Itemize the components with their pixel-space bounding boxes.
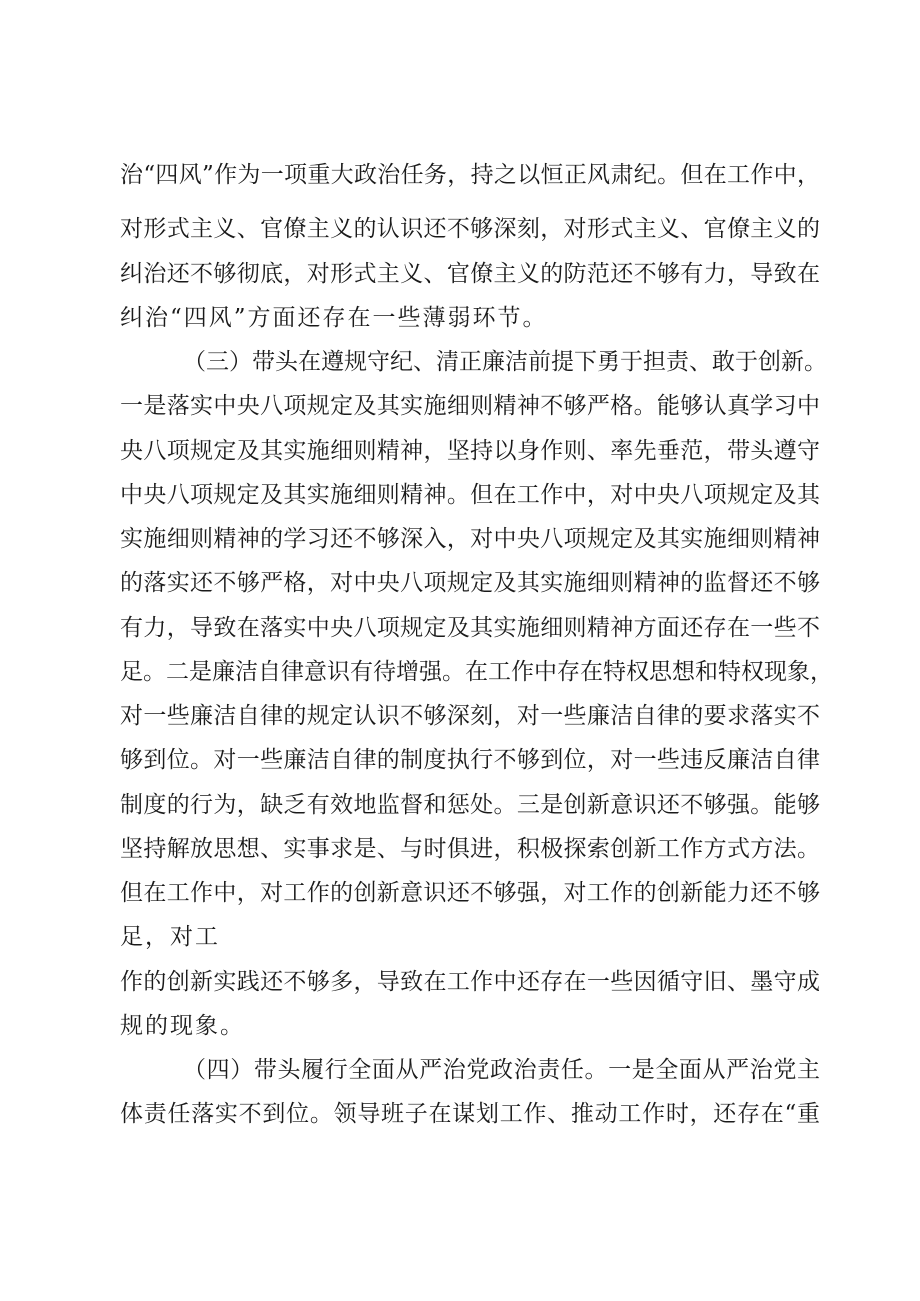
text-line: 治“四风”作为一项重大政治任务，持之以恒正风肃纪。但在工作中， (120, 162, 820, 188)
text-line: 纠治还不够彻底，对形式主义、官僚主义的防范还不够有力，导致在 (120, 261, 820, 287)
text-line: 作的创新实践还不够多，导致在工作中还存在一些因循守旧、墨守成 (120, 969, 820, 995)
text-line: 一是落实中央八项规定及其实施细则精神不够严格。能够认真学习中 (120, 393, 820, 419)
text-line: 纠治“四风”方面还存在一些薄弱环节。 (120, 305, 548, 331)
text-line: 有力，导致在落实中央八项规定及其实施细则精神方面还存在一些不 (120, 615, 820, 641)
text-line: 足，对工 (120, 924, 220, 950)
text-line: 央八项规定及其实施细则精神，坚持以身作则、率先垂范，带头遵守 (120, 438, 820, 464)
text-line: 中央八项规定及其实施细则精神。但在工作中，对中央八项规定及其 (120, 482, 820, 508)
text-line: 制度的行为，缺乏有效地监督和惩处。三是创新意识还不够强。能够 (120, 792, 820, 818)
text-line: 对形式主义、官僚主义的认识还不够深刻，对形式主义、官僚主义的 (120, 216, 820, 242)
text-line: 实施细则精神的学习还不够深入，对中央八项规定及其实施细则精神 (120, 526, 820, 552)
text-line: 够到位。对一些廉洁自律的制度执行不够到位，对一些违反廉洁自律 (120, 747, 820, 773)
section-heading-3: （三）带头在遵规守纪、清正廉洁前提下勇于担责、敢于创新。 (183, 349, 827, 375)
text-line: 对一些廉洁自律的规定认识不够深刻，对一些廉洁自律的要求落实不 (120, 703, 820, 729)
text-line: 规的现象。 (120, 1013, 245, 1039)
text-line: 足。二是廉洁自律意识有待增强。在工作中存在特权思想和特权现象， (120, 659, 833, 685)
text-line: 但在工作中，对工作的创新意识还不够强，对工作的创新能力还不够 (120, 880, 820, 906)
text-line: 体责任落实不到位。领导班子在谋划工作、推动工作时，还存在“重 (120, 1101, 820, 1127)
text-line: 坚持解放思想、实事求是、与时俱进，积极探索创新工作方式方法。 (120, 836, 820, 862)
text-line: 的落实还不够严格，对中央八项规定及其实施细则精神的监督还不够 (120, 570, 820, 596)
section-heading-4: （四）带头履行全面从严治党政治责任。一是全面从严治党主 (183, 1057, 820, 1083)
